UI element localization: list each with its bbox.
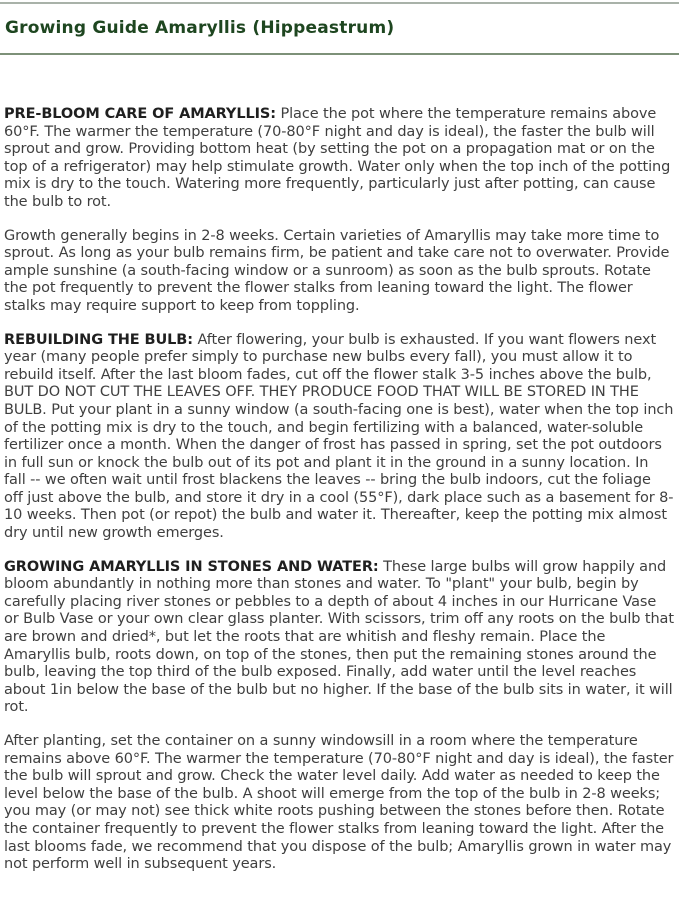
- section-body-after-planting: After planting, set the container on a sunny windowsill in a room where the temperature remains above 60°F. The warmer the temperature (70-80°F night and day is ideal), the faster the bulb will sprout and grow. Check the water level daily. Add water as needed to keep the level below the base of the bulb. A shoot will emerge from the top of the bulb in 2-8 weeks; you may (or may not) see thick white roots pushing between the stones before then. Rotate the container frequently to prevent the flower stalks from leaning toward the light. After the last blooms fade, we recommend that you dispose of the bulb; Amaryllis grown in water may not perform well in subsequent years.: [4, 733, 674, 873]
- growing-guide-page: [0, 2, 679, 899]
- guide-content: [0, 106, 679, 874]
- section-heading-rebuilding-bulb: REBUILDING THE BULB:: [4, 331, 193, 348]
- top-rule: [0, 2, 679, 4]
- paragraph-pre-bloom-care: [4, 106, 674, 212]
- title-divider: [0, 53, 679, 55]
- section-heading-stones-and-water: GROWING AMARYLLIS IN STONES AND WATER:: [4, 558, 379, 575]
- section-heading-pre-bloom: PRE-BLOOM CARE OF AMARYLLIS:: [4, 106, 276, 122]
- paragraph-stones-and-water: [4, 559, 674, 717]
- paragraph-rebuilding-bulb: [4, 332, 674, 543]
- section-body-rebuilding-bulb: After flowering, your bulb is exhausted. If you want flowers next year (many people prefer simply to purchase new bulbs every fall), you must allow it to rebuild itself. After the last bloom fades, cut off the flower stalk 3-5 inches above the bulb, BUT DO NOT CUT THE LEAVES OFF. THEY PRODUCE FOOD THAT WILL BE STORED IN THE BULB. Put your plant in a sunny window (a south-facing one is best), water when the top inch of the potting mix is dry to the touch, and begin fertilizing with a balanced, water-soluble fertilizer once a month. When the danger of frost has passed in spring, set the pot outdoors in full sun or knock the bulb out of its pot and plant it in the ground in a sunny location. In fall -- we often wait until frost blackens the leaves -- bring the bulb indoors, cut the foliage off just above the bulb, and store it dry in a cool (55°F), dark place such as a basement for 8-10 weeks. Then pot (or repot) the bulb and water it. Thereafter, keep the potting mix almost dry until new growth emerges.: [4, 331, 674, 542]
- paragraph-growth-timing: [4, 228, 674, 316]
- page-title: Growing Guide Amaryllis (Hippeastrum): [5, 18, 395, 38]
- section-body-stones-and-water: These large bulbs will grow happily and bloom abundantly in nothing more than stones and water. To "plant" your bulb, begin by carefully placing river stones or pebbles to a depth of about 4 inches in our Hurricane Vase or Bulb Vase or your own clear glass planter. With scissors, trim off any roots on the bulb that are brown and dried*, but let the roots that are whitish and fleshy remain. Place the Amaryllis bulb, roots down, on top of the stones, then put the remaining stones around the bulb, leaving the top third of the bulb exposed. Finally, add water until the level reaches about 1in below the base of the bulb but no higher. If the base of the bulb sits in water, it will rot.: [4, 558, 674, 716]
- section-body-growth-timing: Growth generally begins in 2-8 weeks. Certain varieties of Amaryllis may take more time to sprout. As long as your bulb remains firm, be patient and take care not to overwater. Provide ample sunshine (a south-facing window or a sunroom) as soon as the bulb sprouts. Rotate the pot frequently to prevent the flower stalks from leaning toward the light. The flower stalks may require support to keep from toppling.: [4, 227, 670, 314]
- section-body-pre-bloom: Place the pot where the temperature remains above 60°F. The warmer the temperature (70-80°F night and day is ideal), the faster the bulb will sprout and grow. Providing bottom heat (by setting the pot on a propagation mat or on the top of a refrigerator) may help stimulate growth. Water only when the top inch of the potting mix is dry to the touch. Watering more frequently, particularly just after potting, can cause the bulb to rot.: [4, 106, 671, 210]
- paragraph-after-planting: [4, 733, 674, 874]
